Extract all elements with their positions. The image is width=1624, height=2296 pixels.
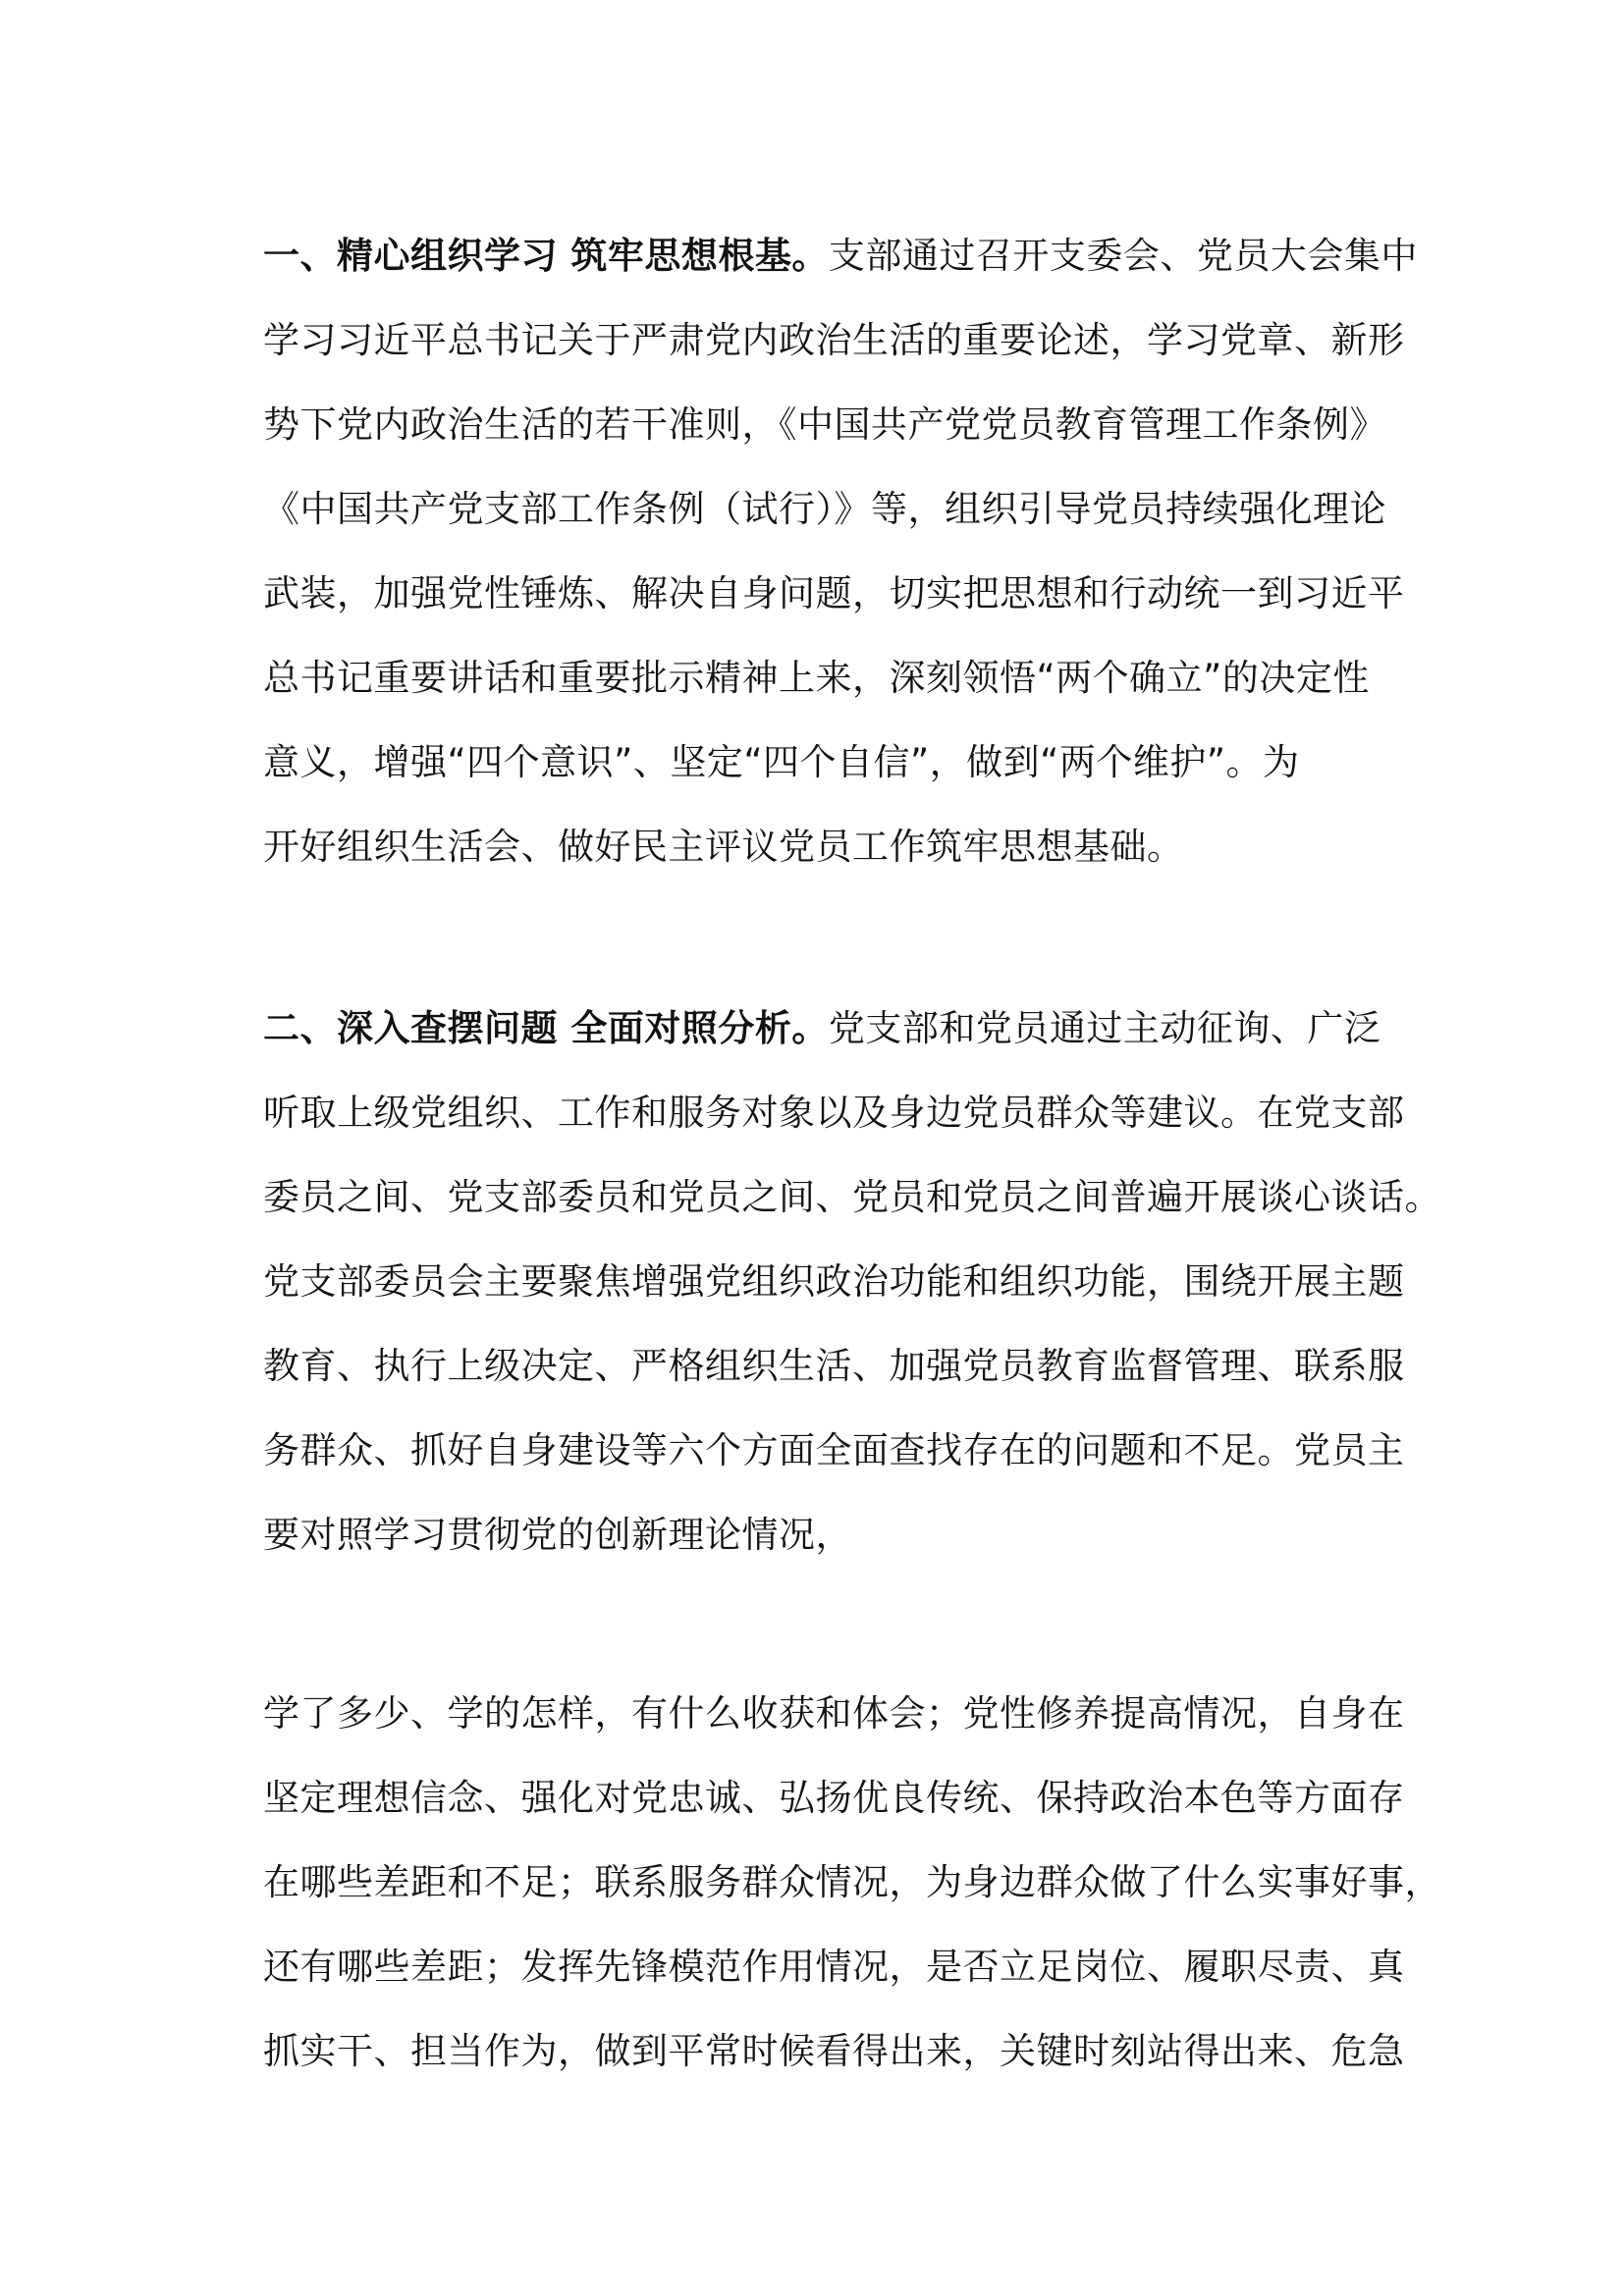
paragraph-line: 开好组织生活会、做好民主评议党员工作筑牢思想基础。 [263,826,1184,868]
paragraph-text: 支部通过召开支委会、党员大会集中 [828,235,1418,277]
paragraph-line: 在哪些差距和不足；联系服务群众情况，为身边群众做了什么实事好事， [263,1861,1441,1903]
paragraph-line: 教育、执行上级决定、严格组织生活、加强党员教育监督管理、联系服 [263,1345,1405,1387]
paragraph-line [263,214,1418,298]
paragraph-line: 还有哪些差距；发挥先锋模范作用情况，是否立足岗位、履职尽责、真 [263,1946,1405,1988]
section-2-continuation-paragraph [263,1672,1441,2094]
paragraph-line [263,987,1382,1071]
paragraph-line: 总书记重要讲话和重要批示精神上来，深刻领悟“两个确立”的决定性 [263,657,1370,699]
section-1-paragraph [263,214,1418,889]
paragraph-line: 听取上级党组织、工作和服务对象以及身边党员群众等建议。在党支部 [263,1092,1405,1134]
paragraph-line: 务群众、抓好自身建设等六个方面全面查找存在的问题和不足。党员主 [263,1429,1405,1471]
paragraph-line: 武装，加强党性锤炼、解决自身问题，切实把思想和行动统一到习近平 [263,572,1405,614]
section-2-heading: 二、深入查摆问题 全面对照分析。 [263,1007,829,1049]
paragraph-line: 意义，增强“四个意识”、坚定“四个自信”，做到“两个维护”。为 [263,741,1300,783]
paragraph-line: 委员之间、党支部委员和党员之间、党员和党员之间普遍开展谈心谈话。 [263,1176,1441,1218]
paragraph-line: 抓实干、担当作为，做到平常时候看得出来，关键时刻站得出来、危急 [263,2030,1405,2072]
section-1-heading: 一、精心组织学习 筑牢思想根基。 [263,235,829,277]
paragraph-line: 学习习近平总书记关于严肃党内政治生活的重要论述，学习党章、新形 [263,319,1405,361]
paragraph-line: 学了多少、学的怎样，有什么收获和体会；党性修养提高情况，自身在 [263,1692,1405,1735]
paragraph-text: 党支部和党员通过主动征询、广泛 [828,1007,1381,1049]
section-2-paragraph [263,987,1441,1577]
paragraph-line: 要对照学习贯彻党的创新理论情况， [263,1514,852,1556]
paragraph-line: 坚定理想信念、强化对党忠诚、弘扬优良传统、保持政治本色等方面存 [263,1777,1405,1819]
paragraph-line: 《中国共产党支部工作条例（试行）》等，组织引导党员持续强化理论 [263,488,1386,530]
paragraph-line: 党支部委员会主要聚焦增强党组织政治功能和组织功能，围绕开展主题 [263,1260,1405,1303]
paragraph-line: 势下党内政治生活的若干准则，《中国共产党党员教育管理工作条例》 [263,403,1386,446]
